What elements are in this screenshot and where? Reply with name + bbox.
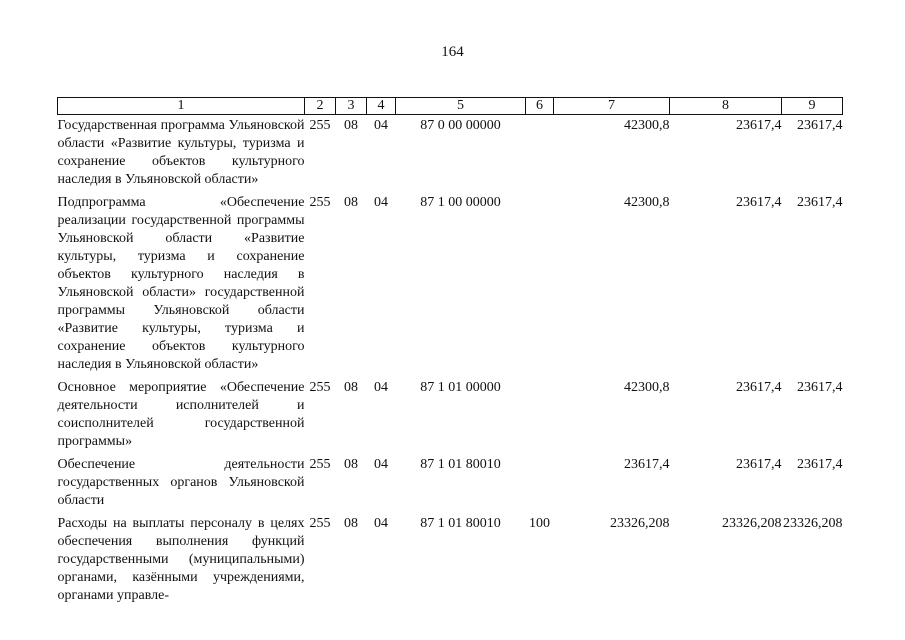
row-value-8: 23617,4: [736, 380, 782, 395]
header-col-1: 1: [58, 98, 305, 115]
row-value-9: 23617,4: [797, 195, 843, 210]
row-code-4: 04: [374, 457, 388, 472]
row-code-2: 255: [309, 516, 331, 531]
row-code-2: 255: [309, 380, 331, 395]
header-col-7: 7: [554, 98, 670, 115]
row-value-8: 23617,4: [736, 118, 782, 133]
row-code-3: 08: [344, 457, 358, 472]
row-code-5: 87 1 01 00000: [420, 380, 501, 395]
row-code-4: 04: [374, 516, 388, 531]
row-name: Подпрограмма «Обеспечение реализации государственной программы Ульяновской области «Развитие культуры, туризма и сохранение объектов культурного наследия в Ульяновской области» государственной программы Ульяновской области «Развитие культуры, туризма и сохранение объектов культурного наследия в Ульяновской области»: [57, 195, 305, 372]
row-code-3: 08: [344, 516, 358, 531]
row-value-8: 23326,208: [722, 516, 782, 531]
row-code-3: 08: [344, 195, 358, 210]
header-col-4: 4: [367, 98, 396, 115]
row-code-5: 87 1 01 80010: [420, 516, 501, 531]
row-name: Расходы на выплаты персоналу в целях обеспечения выполнения функций государственными (муниципальными) органами, казёнными учреждениями, органами управле-: [57, 516, 305, 603]
row-value-9: 23617,4: [797, 118, 843, 133]
row-code-6: [526, 377, 554, 454]
row-code-3: 08: [344, 118, 358, 133]
page-number: 164: [441, 44, 464, 60]
row-name: Основное мероприятие «Обеспечение деятельности исполнителей и соисполнителей государственной программы»: [57, 380, 305, 449]
row-code-6: [526, 454, 554, 513]
row-code-6: [526, 115, 554, 193]
header-col-2: 2: [305, 98, 336, 115]
row-value-7: 23326,208: [610, 516, 670, 531]
header-col-6: 6: [526, 98, 554, 115]
row-code-6: [526, 192, 554, 377]
row-value-8: 23617,4: [736, 457, 782, 472]
row-value-9: 23326,208: [783, 516, 843, 531]
row-value-7: 42300,8: [624, 118, 670, 133]
budget-table: [57, 97, 843, 608]
table-row: [58, 454, 843, 513]
table-row: [58, 377, 843, 454]
row-code-5: 87 0 00 00000: [420, 118, 501, 133]
row-code-3: 08: [344, 380, 358, 395]
header-row: [58, 98, 843, 115]
row-code-4: 04: [374, 380, 388, 395]
header-col-5: 5: [396, 98, 526, 115]
header-col-9: 9: [782, 98, 843, 115]
row-code-6: 100: [529, 516, 550, 531]
row-value-9: 23617,4: [797, 380, 843, 395]
header-col-3: 3: [336, 98, 367, 115]
row-value-7: 42300,8: [624, 195, 670, 210]
row-code-5: 87 1 01 80010: [420, 457, 501, 472]
row-code-2: 255: [309, 457, 331, 472]
header-col-8: 8: [670, 98, 782, 115]
row-code-4: 04: [374, 118, 388, 133]
row-code-2: 255: [309, 118, 331, 133]
row-value-8: 23617,4: [736, 195, 782, 210]
table-row: [58, 513, 843, 608]
row-name: Обеспечение деятельности государственных органов Ульяновской области: [57, 457, 305, 508]
row-value-7: 42300,8: [624, 380, 670, 395]
row-value-7: 23617,4: [624, 457, 670, 472]
row-code-2: 255: [309, 195, 331, 210]
row-name: Государственная программа Ульяновской области «Развитие культуры, туризма и сохранение объектов культурного наследия в Ульяновской области»: [57, 118, 305, 187]
table-row: [58, 192, 843, 377]
row-code-4: 04: [374, 195, 388, 210]
row-value-9: 23617,4: [797, 457, 843, 472]
row-code-5: 87 1 00 00000: [420, 195, 501, 210]
table-row: [58, 115, 843, 193]
